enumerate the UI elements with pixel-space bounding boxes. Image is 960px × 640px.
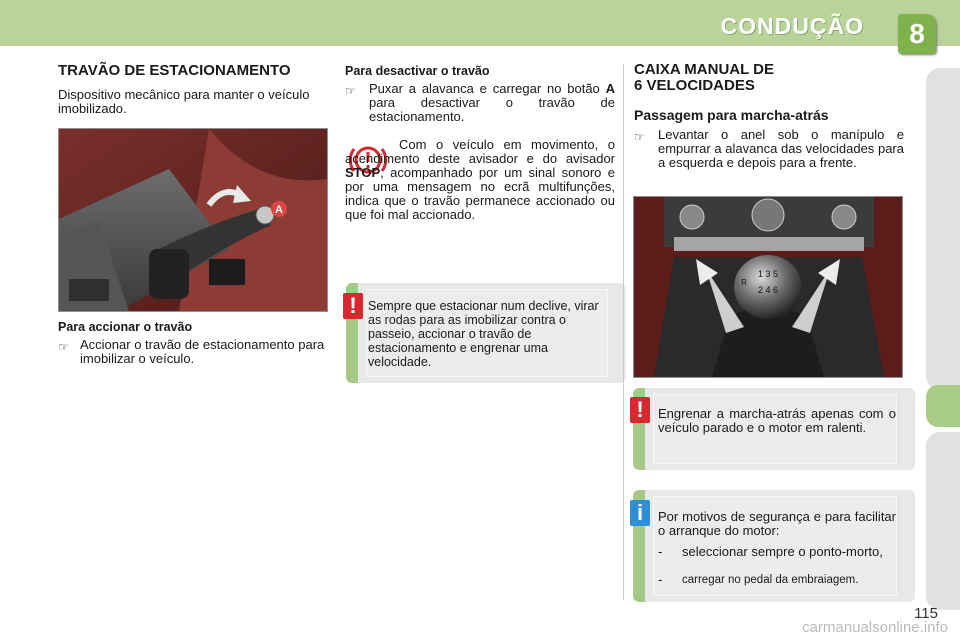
release-key: A	[605, 81, 615, 96]
info-intro-text: Por motivos de segurança e para facilitar o arranque do motor:	[658, 509, 896, 538]
gearbox-heading	[634, 62, 774, 94]
gearbox-heading-line1: CAIXA MANUAL DE	[634, 61, 775, 78]
info-list-item: seleccionar sempre o ponto-morto,	[682, 544, 883, 559]
list-dash: -	[658, 572, 663, 587]
parking-brake-photo	[58, 128, 328, 312]
watermark: carmanualsonline.info	[802, 619, 948, 636]
alert-stop-label: STOP	[345, 165, 381, 180]
chapter-title: CONDUÇÃO	[720, 13, 864, 39]
release-text-part2: para desactivar o travão de estacionamento.	[369, 95, 615, 124]
parking-brake-heading: TRAVÃO DE ESTACIONAMENTO	[58, 62, 291, 79]
info-list-item: carregar no pedal da embraiagem.	[682, 574, 859, 586]
gear-lever-photo	[633, 196, 903, 378]
gear-lever-illustration	[634, 197, 902, 377]
release-brake-heading: Para desactivar o travão	[345, 64, 490, 78]
pointing-hand-icon: ☞	[58, 340, 69, 354]
callout-a-label: A	[275, 204, 283, 216]
release-brake-text	[369, 82, 615, 124]
page-number: 115	[914, 605, 938, 622]
side-tab-upper[interactable]	[926, 68, 960, 390]
parking-warning-text: Sempre que estacionar num declive, virar as rodas para as imobilizar contra o passeio, accionar o travão de estacionamento e engrenar uma velocidade.	[368, 299, 599, 369]
reverse-gear-text: Levantar o anel sob o manípulo e empurrar a alavanca das velocidades para a esquerda e depois para a frente.	[658, 127, 904, 170]
info-icon: i	[630, 500, 650, 526]
list-dash: -	[658, 544, 663, 559]
side-tab-lower[interactable]	[926, 432, 960, 610]
exclamation-icon: !	[343, 293, 363, 319]
apply-brake-heading: Para accionar o travão	[58, 320, 193, 334]
parking-brake-intro: Dispositivo mecânico para manter o veículo imobilizado.	[58, 87, 310, 116]
exclamation-icon: !	[630, 397, 650, 423]
release-text-part1: Puxar a alavanca e carregar no botão	[369, 81, 600, 96]
apply-brake-text: Accionar o travão de estacionamento para imobilizar o veículo.	[80, 337, 325, 366]
gear-pattern-bottom: 2 4 6	[757, 285, 779, 295]
gearbox-heading-line2: 6 VELOCIDADES	[634, 77, 755, 94]
column-divider	[623, 64, 624, 600]
pointing-hand-icon: ☞	[345, 84, 356, 98]
alert-text-part2: , acompanhado por um sinal sonoro e por uma mensagem no ecrã multifunções, indica que o travão permanece accionado ou que foi mal accionado.	[345, 165, 615, 222]
parking-brake-illustration	[59, 129, 327, 311]
chapter-number-badge: 8	[898, 14, 936, 54]
side-tab-active[interactable]	[926, 385, 960, 427]
alert-text-part1: Com o veículo em movimento, o acendimento deste avisador e do avisador	[345, 137, 615, 166]
gear-pattern-top: 1 3 5	[757, 269, 779, 279]
brake-alert-text	[345, 138, 615, 222]
pointing-hand-icon: ☞	[634, 130, 645, 144]
reverse-gear-subheading: Passagem para marcha-atrás	[634, 107, 829, 123]
reverse-warning-text: Engrenar a marcha-atrás apenas com o veículo parado e o motor em ralenti.	[658, 406, 896, 435]
gear-pattern-reverse: R	[741, 278, 747, 287]
